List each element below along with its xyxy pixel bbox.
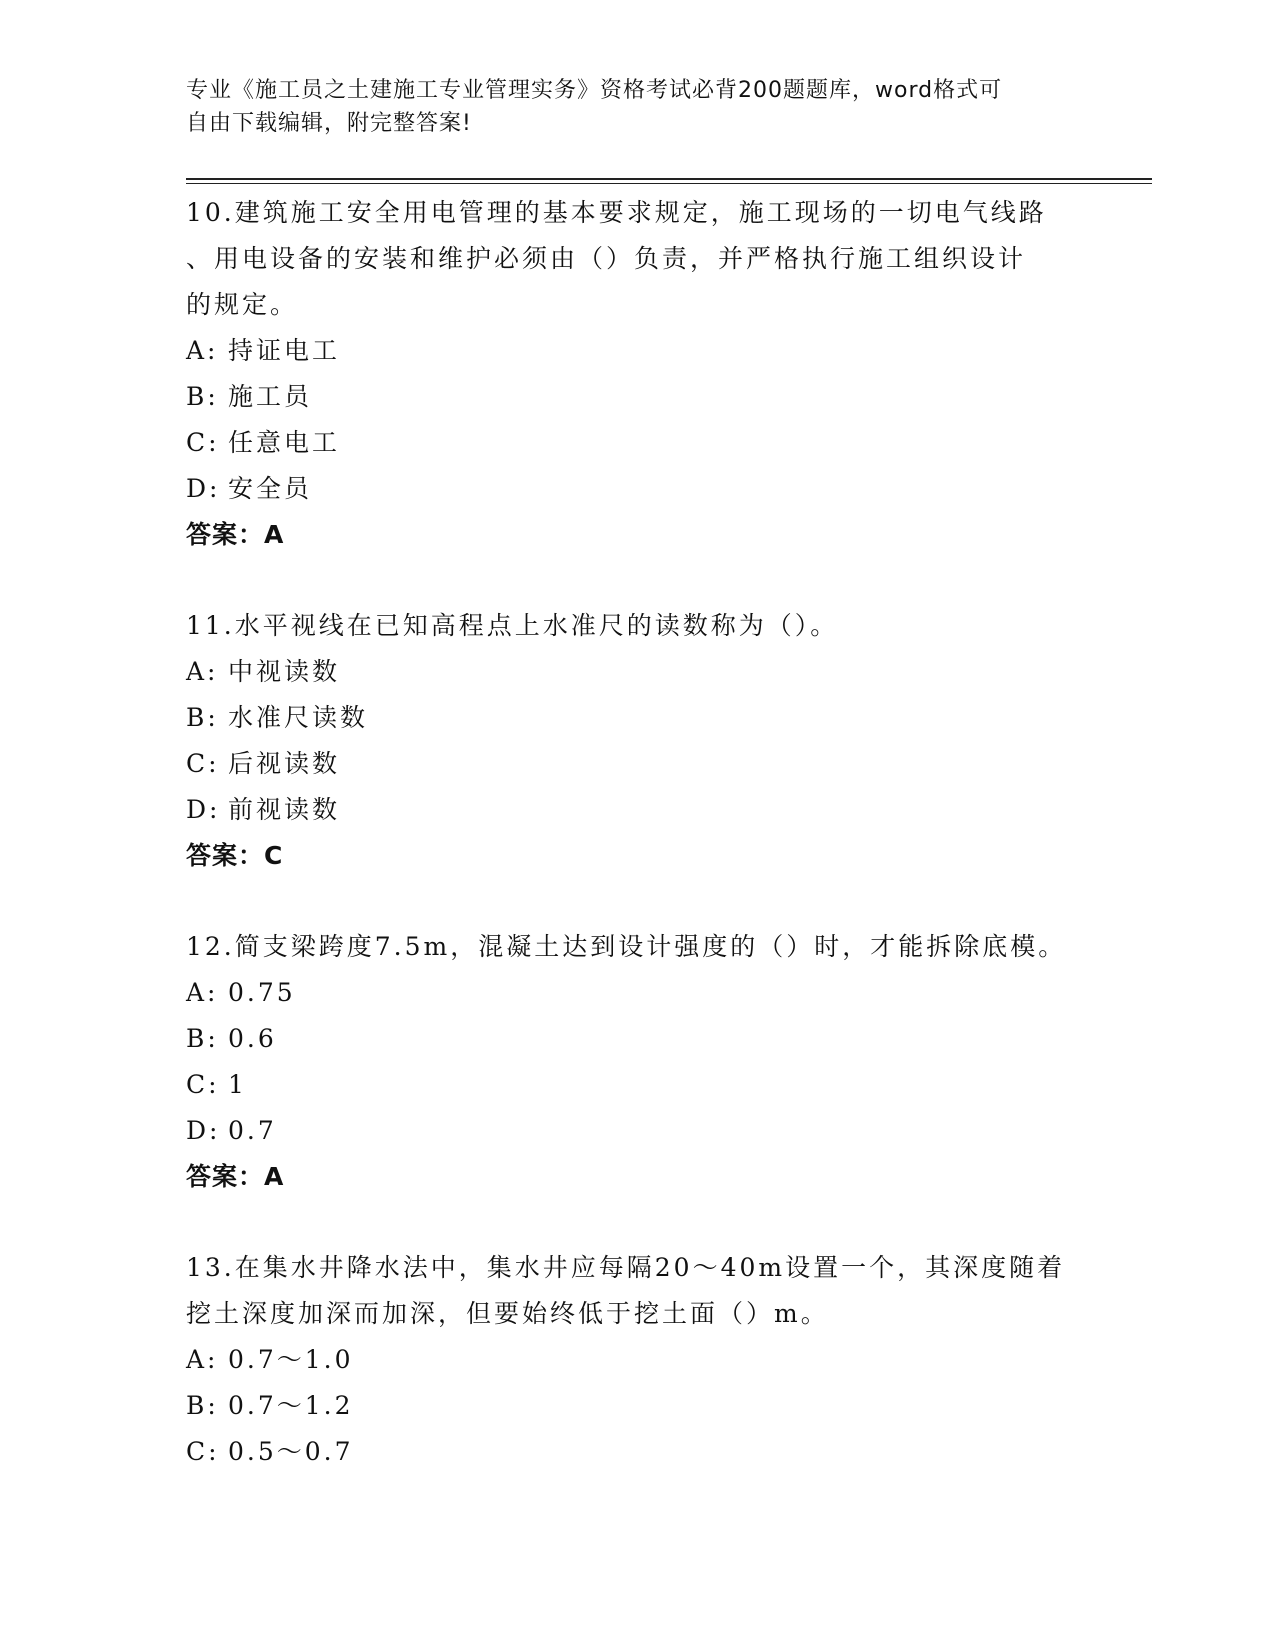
option-c	[186, 1429, 1086, 1475]
option-a	[186, 1337, 1086, 1383]
option-letter: A:	[186, 657, 219, 686]
option-letter: D:	[186, 1116, 221, 1145]
question-stem	[186, 190, 1086, 328]
option-letter: A:	[186, 978, 219, 1007]
option-letter: C:	[186, 1070, 220, 1099]
option-c	[186, 741, 1086, 787]
option-c	[186, 420, 1086, 466]
question-stem	[186, 1245, 1086, 1337]
option-text: 前视读数	[228, 795, 341, 824]
option-d	[186, 466, 1086, 512]
option-text: 持证电工	[228, 336, 341, 365]
header-divider-thick	[186, 178, 1152, 180]
stem-line: 10.建筑施工安全用电管理的基本要求规定，施工现场的一切电气线路	[186, 198, 1047, 227]
answer-line: 答案：C	[186, 841, 284, 870]
option-text: 0.7	[228, 1116, 277, 1145]
option-text: 任意电工	[228, 428, 341, 457]
question-11	[186, 603, 1086, 879]
option-c	[186, 1062, 1086, 1108]
option-text: 1	[228, 1070, 247, 1099]
header-divider-thin	[186, 183, 1152, 184]
option-text: 0.7～1.0	[228, 1345, 354, 1374]
stem-line: 的规定。	[186, 290, 299, 319]
option-a	[186, 328, 1086, 374]
option-letter: B:	[186, 1391, 219, 1420]
question-12	[186, 924, 1086, 1200]
option-letter: A:	[186, 1345, 219, 1374]
option-text: 0.75	[228, 978, 296, 1007]
stem-line: 挖土深度加深而加深，但要始终低于挖土面（）m。	[186, 1299, 829, 1328]
option-text: 安全员	[228, 474, 313, 503]
stem-line: 、用电设备的安装和维护必须由（）负责，并严格执行施工组织设计	[186, 244, 1027, 273]
option-letter: D:	[186, 474, 221, 503]
option-letter: B:	[186, 703, 219, 732]
option-text: 0.6	[228, 1024, 277, 1053]
option-text: 0.5～0.7	[228, 1437, 354, 1466]
option-text: 水准尺读数	[228, 703, 369, 732]
stem-line: 11.水平视线在已知高程点上水准尺的读数称为（）。	[186, 611, 839, 640]
stem-line: 12.简支梁跨度7.5m，混凝土达到设计强度的（）时，才能拆除底模。	[186, 932, 1067, 961]
option-b	[186, 695, 1086, 741]
stem-line: 13.在集水井降水法中，集水井应每隔20～40m设置一个，其深度随着	[186, 1253, 1066, 1282]
option-letter: B:	[186, 1024, 219, 1053]
option-d	[186, 787, 1086, 833]
option-d	[186, 1108, 1086, 1154]
header-line-1: 专业《施工员之土建施工专业管理实务》资格考试必背200题题库，word格式可	[186, 78, 1003, 103]
header-line-2: 自由下载编辑，附完整答案!	[186, 111, 472, 136]
option-letter: C:	[186, 1437, 220, 1466]
option-letter: D:	[186, 795, 221, 824]
option-text: 施工员	[228, 382, 313, 411]
option-letter: C:	[186, 428, 220, 457]
question-10	[186, 190, 1086, 558]
option-b	[186, 374, 1086, 420]
question-list	[186, 190, 1086, 1520]
document-header	[186, 74, 1086, 140]
option-a	[186, 970, 1086, 1016]
option-letter: C:	[186, 749, 220, 778]
option-a	[186, 649, 1086, 695]
option-text: 0.7～1.2	[228, 1391, 354, 1420]
option-letter: A:	[186, 336, 219, 365]
option-b	[186, 1016, 1086, 1062]
option-letter: B:	[186, 382, 219, 411]
option-text: 中视读数	[228, 657, 341, 686]
question-stem	[186, 603, 1086, 649]
answer-line: 答案：A	[186, 520, 285, 549]
option-text: 后视读数	[228, 749, 341, 778]
question-stem	[186, 924, 1086, 970]
answer-line: 答案：A	[186, 1162, 285, 1191]
option-b	[186, 1383, 1086, 1429]
question-13	[186, 1245, 1086, 1475]
